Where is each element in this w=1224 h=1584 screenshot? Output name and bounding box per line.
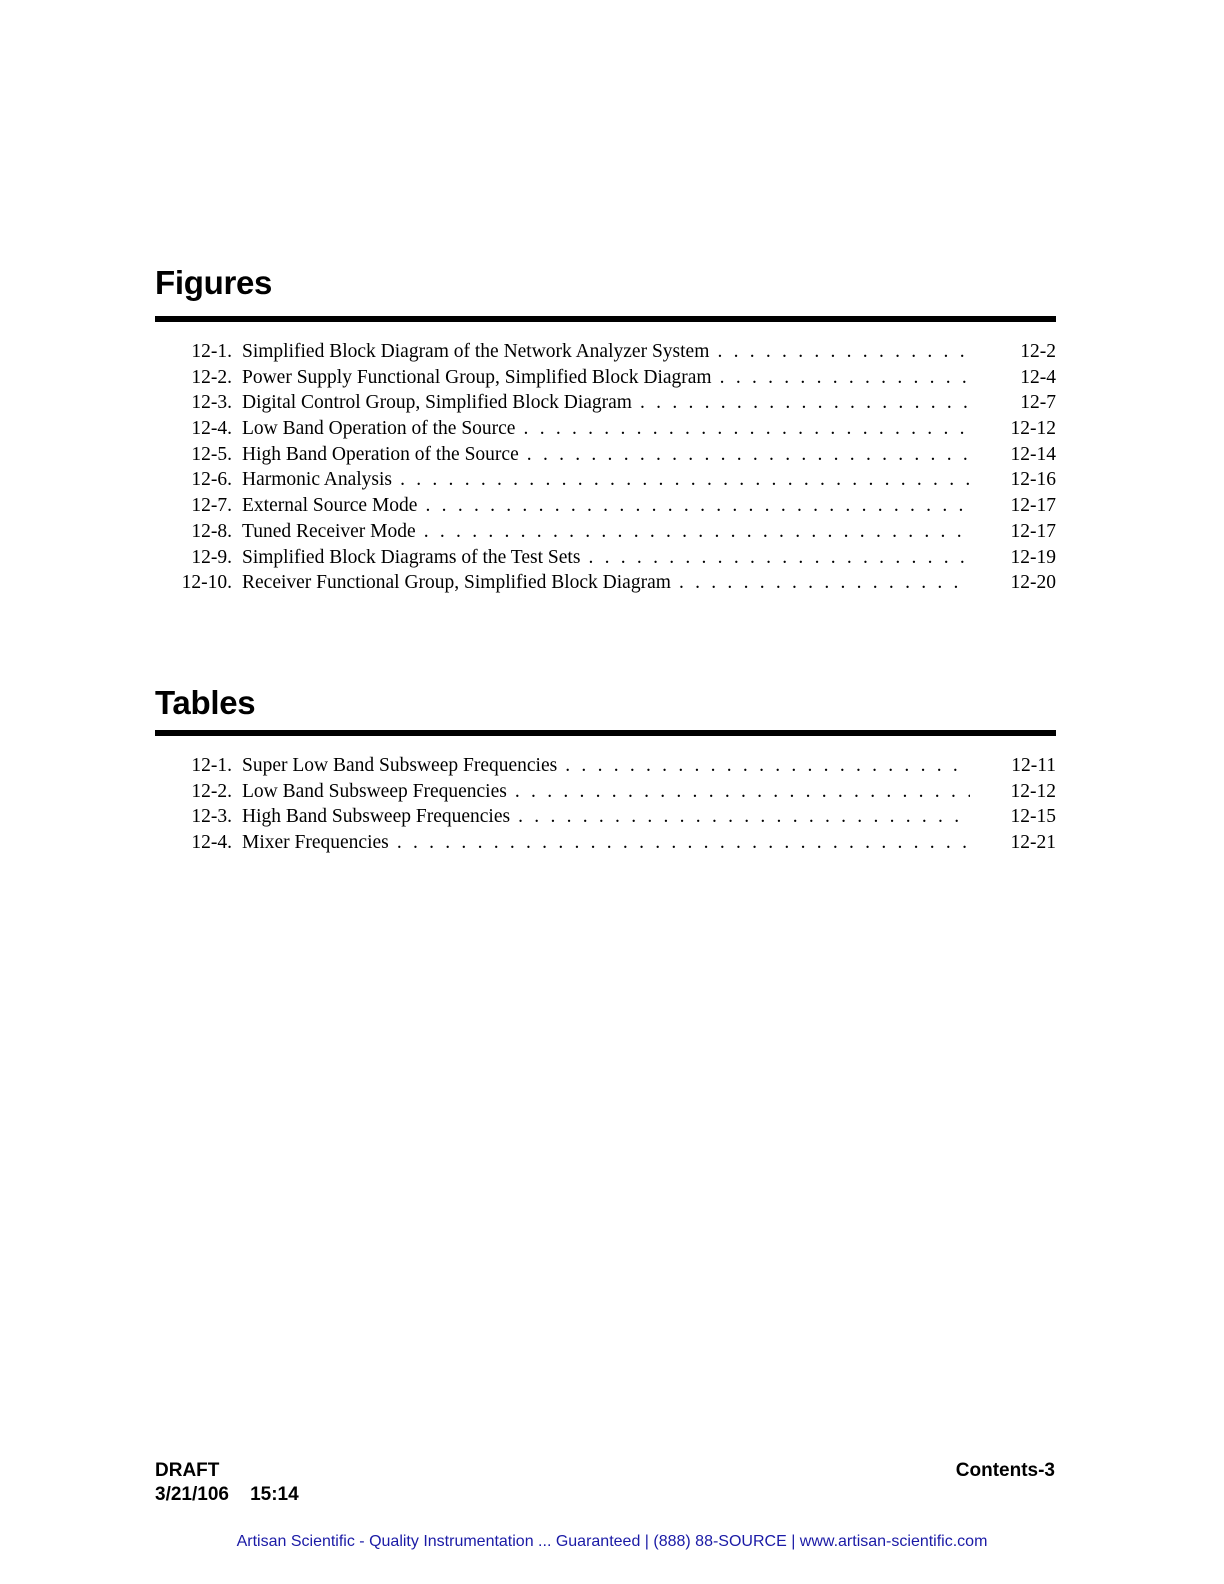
vendor-banner-link[interactable]: Artisan Scientific - Quality Instrumentation ... Guaranteed | (888) 88-SOURCE | www.artisan-scientific.com (236, 1533, 988, 1550)
toc-entry-title: Low Band Operation of the Source . . . (242, 416, 970, 442)
toc-entry-page: 12-16 (976, 467, 1056, 493)
toc-entry-title: Low Band Subsweep Frequencies . . . (242, 779, 970, 805)
toc-entry[interactable] (155, 779, 1056, 805)
toc-entry-page: 12-21 (976, 830, 1056, 856)
footer-datetime: 3/21/106 15:14 (155, 1484, 299, 1505)
toc-entry-title: Simplified Block Diagram of the Network Analyzer System . . . (242, 339, 970, 365)
toc-entry[interactable] (155, 365, 1056, 391)
toc-entry-number: 12-6. (191, 469, 232, 491)
toc-entry-page: 12-20 (976, 570, 1056, 596)
toc-entry-title: Harmonic Analysis . . . (242, 467, 970, 493)
toc-entry-number: 12-2. (191, 780, 232, 802)
toc-entry-title: Simplified Block Diagrams of the Test Sets . . . (242, 545, 970, 571)
toc-entry-title: Mixer Frequencies . . . (242, 830, 970, 856)
toc-entry-number: 12-1. (191, 755, 232, 776)
toc-entry-number: 12-4. (191, 418, 232, 440)
toc-entry-number: 12-5. (191, 443, 232, 465)
toc-entry-title: Digital Control Group, Simplified Block Diagram . . . (242, 390, 970, 416)
toc-entry-title: Super Low Band Subsweep Frequencies . . . (242, 753, 970, 779)
toc-entry-page: 12-15 (976, 804, 1056, 830)
toc-entry-page: 12-2 (976, 339, 1056, 365)
toc-entry-number: 12-3. (191, 806, 232, 828)
toc-entry-page: 12-4 (976, 365, 1056, 391)
toc-entry-number: 12-4. (191, 832, 232, 854)
toc-entry-page: 12-14 (976, 442, 1056, 468)
toc-entry-title: Receiver Functional Group, Simplified Block Diagram . . . (242, 570, 970, 596)
figures-heading: Figures (155, 264, 273, 301)
toc-entry[interactable] (155, 390, 1056, 416)
toc-entry[interactable] (155, 519, 1056, 545)
toc-entry-title: High Band Subsweep Frequencies . . . (242, 804, 970, 830)
toc-entry[interactable] (155, 467, 1056, 493)
tables-list (155, 753, 1056, 856)
toc-entry[interactable] (155, 830, 1056, 856)
toc-entry-title: Tuned Receiver Mode . . . (242, 519, 970, 545)
toc-entry-number: 12-8. (191, 520, 232, 542)
toc-entry-page: 12-12 (976, 416, 1056, 442)
vendor-banner (0, 1531, 1224, 1553)
figures-rule (155, 316, 1056, 322)
toc-entry[interactable] (155, 493, 1056, 519)
toc-entry-number: 12-7. (191, 495, 232, 517)
toc-entry-title: External Source Mode . . . (242, 493, 970, 519)
toc-entry-number: 12-3. (191, 392, 232, 414)
toc-entry[interactable] (155, 570, 1056, 596)
toc-entry-page: 12-17 (976, 493, 1056, 519)
toc-entry[interactable] (155, 545, 1056, 571)
toc-entry-number: 12-1. (191, 341, 232, 362)
toc-entry[interactable] (155, 753, 1056, 779)
toc-entry-title: High Band Operation of the Source . . . (242, 442, 970, 468)
toc-entry[interactable] (155, 339, 1056, 365)
toc-entry[interactable] (155, 804, 1056, 830)
toc-entry-number: 12-10. (181, 572, 232, 594)
toc-entry-number: 12-9. (191, 546, 232, 568)
tables-rule (155, 730, 1056, 736)
footer-page-label: Contents-3 (955, 1460, 1055, 1481)
toc-entry-page: 12-12 (976, 779, 1056, 805)
tables-heading: Tables (155, 684, 256, 721)
toc-entry-page: 12-11 (976, 753, 1056, 779)
figures-list (155, 339, 1056, 596)
toc-entry[interactable] (155, 442, 1056, 468)
toc-entry-number: 12-2. (191, 366, 232, 388)
toc-entry-page: 12-19 (976, 545, 1056, 571)
toc-entry-page: 12-7 (976, 390, 1056, 416)
toc-entry[interactable] (155, 416, 1056, 442)
toc-entry-title: Power Supply Functional Group, Simplified Block Diagram . . . (242, 365, 970, 391)
toc-entry-page: 12-17 (976, 519, 1056, 545)
footer-draft: DRAFT (155, 1460, 220, 1481)
